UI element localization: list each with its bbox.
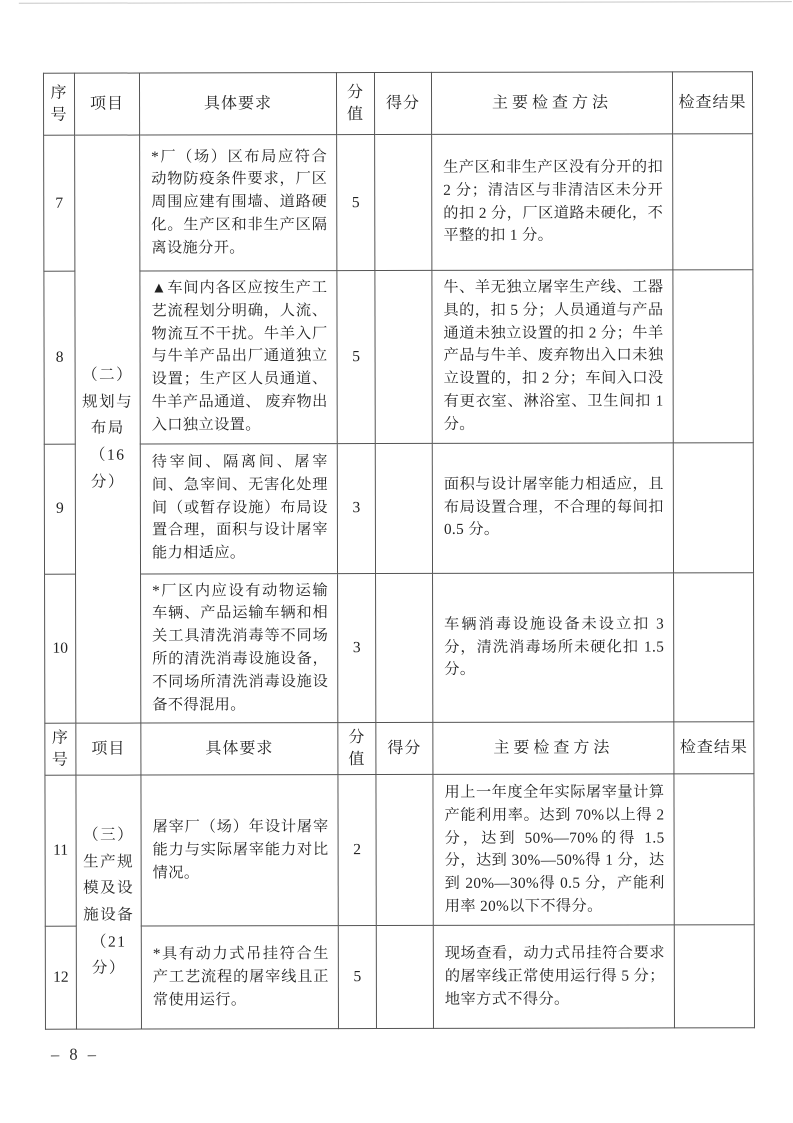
method-cell-12: 现场查看，动力式吊挂符合要求的屠宰线正常使用运行得 5 分；地宰方式不得分。	[433, 925, 674, 1029]
header-result-2: 检查结果	[674, 722, 754, 774]
method-cell-10: 车辆消毒设施设备未设立扣 3 分，清洗消毒场所未硬化扣 1.5 分。	[433, 572, 674, 722]
header-result: 检查结果	[672, 72, 752, 134]
result-cell-9	[673, 442, 753, 572]
header-seq: 序号	[43, 73, 74, 135]
obtained-score-cell-8	[375, 270, 432, 443]
seq-cell-10: 10	[45, 574, 76, 724]
table-row-9	[44, 442, 753, 573]
method-cell-8: 牛、羊无独立屠宰生产线、工器具的，扣 5 分；人员通道与产品通道未独立设置的扣 2 分；牛羊产品与牛羊、废弃物出入口未独立设置的，扣 2 分；车间入口没有更衣室、淋浴室、卫生间扣 1 分。	[432, 270, 673, 443]
header-item: 项目	[74, 73, 139, 135]
seq-cell-12: 12	[45, 927, 76, 1030]
header-method-2: 主要检查方法	[433, 722, 674, 775]
category-cell-planning-layout: （二） 规划与 布局 （16 分）	[75, 135, 141, 723]
header-requirement: 具体要求	[139, 73, 336, 135]
requirement-cell-11: 屠宰厂（场）年设计屠宰能力与实际屠宰能力对比情况。	[141, 775, 338, 926]
score-value-cell-11: 2	[338, 775, 376, 926]
inspection-score-table	[43, 71, 755, 1030]
result-cell-11	[674, 774, 754, 925]
obtained-score-cell-7	[375, 134, 432, 270]
header-score-2: 分值	[338, 723, 376, 775]
obtained-score-cell-10	[376, 573, 433, 723]
table-row-10	[45, 572, 754, 723]
score-value-cell-10: 3	[338, 573, 376, 723]
result-cell-10	[674, 572, 754, 722]
seq-cell-9: 9	[44, 444, 75, 574]
table-row-8	[44, 270, 753, 444]
result-cell-7	[673, 134, 753, 270]
score-value-cell-7: 5	[337, 135, 375, 271]
result-cell-8	[673, 270, 753, 443]
table-header-row-2	[45, 722, 754, 775]
obtained-score-cell-12	[376, 926, 433, 1029]
header-obtained-2: 得分	[376, 723, 433, 775]
header-seq-2: 序号	[45, 724, 76, 776]
table-row-11	[45, 774, 754, 926]
obtained-score-cell-11	[376, 775, 433, 926]
scan-edge-artifact	[19, 1, 792, 4]
seq-cell-7: 7	[44, 135, 75, 271]
category-cell-production-scale: （三） 生产规 模及设 施设备 （21 分）	[76, 775, 142, 1029]
method-cell-11: 用上一年度全年实际屠宰量计算产能利用率。达到 70%以上得 2 分，达到 50%—70%的得 1.5 分，达到 30%—50%得 1 分，达到 20%—30%得 0.5 分，产能利用率 20%以下不得分。	[433, 774, 674, 926]
requirement-cell-12: *具有动力式吊挂符合生产工艺流程的屠宰线且正常使用运行。	[141, 926, 338, 1029]
score-value-cell-8: 5	[337, 271, 375, 444]
score-value-cell-9: 3	[337, 443, 375, 573]
requirement-cell-7: *厂（场）区布局应符合动物防疫条件要求，厂区周围应建有围墙、道路硬化。生产区和非生产区隔离设施分开。	[140, 135, 337, 271]
method-cell-7: 生产区和非生产区没有分开的扣 2 分；清洁区与非清洁区未分开的扣 2 分，厂区道路未硬化，不平整的扣 1 分。	[432, 134, 673, 271]
requirement-cell-10: *厂区内应设有动物运输车辆、产品运输车辆和相关工具清洗消毒等不同场所的清洗消毒设施设备，不同场所清洗消毒设施设备不得混用。	[141, 573, 338, 723]
requirement-cell-8: ▲车间内各区应按生产工艺流程划分明确，人流、物流互不干扰。牛羊入厂与牛羊产品出厂通道独立设置；生产区人员通道、牛羊产品通道、 废弃物出入口独立设置。	[140, 271, 337, 444]
table-row-12	[45, 925, 754, 1029]
result-cell-12	[674, 925, 754, 1028]
header-score: 分值	[336, 73, 374, 135]
seq-cell-8: 8	[44, 271, 75, 444]
header-item-2: 项目	[76, 723, 141, 775]
seq-cell-11: 11	[45, 776, 76, 927]
header-requirement-2: 具体要求	[141, 723, 338, 775]
table-header-row-1	[43, 72, 752, 135]
obtained-score-cell-9	[375, 443, 432, 573]
score-value-cell-12: 5	[338, 926, 376, 1029]
page-number: – 8 –	[51, 1044, 100, 1064]
requirement-cell-9: 待宰间、隔离间、屠宰间、急宰间、无害化处理间（或暂存设施）布局设置合理，面积与设计屠宰能力相适应。	[140, 443, 337, 573]
header-method: 主要检查方法	[431, 72, 672, 135]
header-obtained: 得分	[374, 72, 431, 134]
table-row-7	[44, 134, 753, 271]
method-cell-9: 面积与设计屠宰能力相适应，且布局设置合理，不合理的每间扣 0.5 分。	[432, 442, 673, 573]
